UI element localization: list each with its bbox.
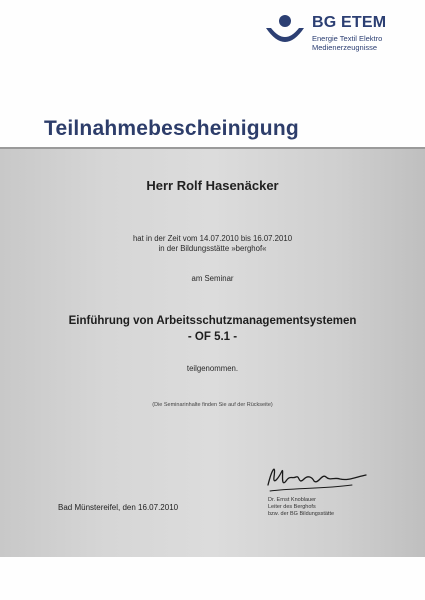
course-period: hat in der Zeit vom 14.07.2010 bis 16.07.2010 <box>132 234 293 243</box>
course-location: in der Bildungsstätte »berghof« <box>158 244 267 253</box>
contents-note: (Die Seminarinhalte finden Sie auf der Rückseite) <box>152 402 273 408</box>
signatory-role: Leiter des Berghofs <box>268 504 316 510</box>
logo-subtitle-1: Energie Textil Elektro <box>312 34 383 43</box>
logo-name: BG ETEM <box>312 14 387 31</box>
seminar-title: Einführung von Arbeitsschutzmanagementsystemen <box>68 315 357 327</box>
bg-etem-logo <box>262 14 412 74</box>
band-divider <box>0 147 425 149</box>
bg-etem-emblem-icon <box>262 14 308 54</box>
handwritten-signature <box>262 455 372 497</box>
logo-subtitle-2: Medienerzeugnisse <box>312 43 378 52</box>
signatory-name: Dr. Ernst Knoblauer <box>268 497 316 503</box>
place-and-date: Bad Münstereifel, den 16.07.2010 <box>58 503 179 512</box>
signatory-org: bzw. der BG Bildungsstätte <box>268 511 335 517</box>
certificate-title: Teilnahmebescheinigung <box>44 117 299 140</box>
seminar-code: - OF 5.1 - <box>187 331 238 343</box>
participation-text: teilgenommen. <box>186 364 239 373</box>
seminar-intro: am Seminar <box>191 274 234 283</box>
participant-name: Herr Rolf Hasenäcker <box>146 178 279 193</box>
